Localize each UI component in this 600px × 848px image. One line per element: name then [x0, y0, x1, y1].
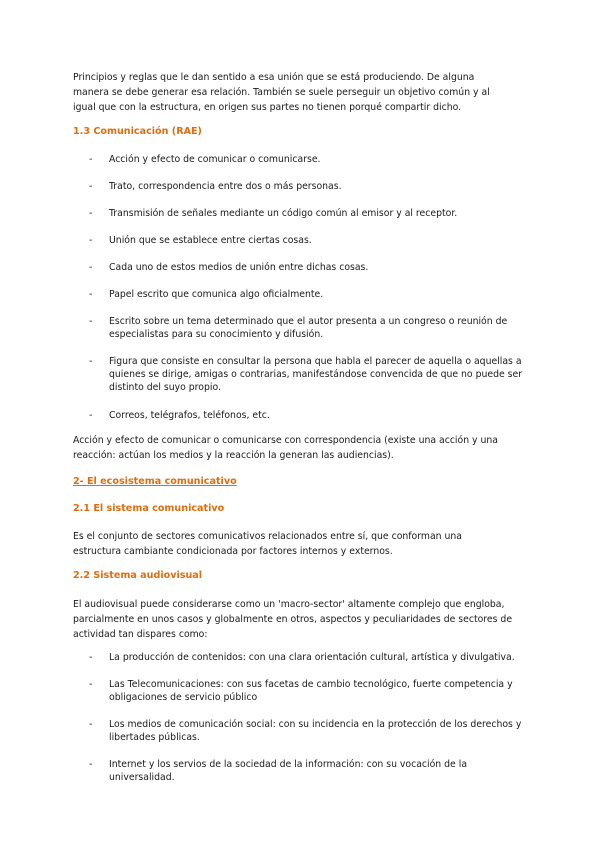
list-item — [89, 207, 525, 220]
bullet-dash: - — [89, 262, 93, 273]
list-item — [89, 180, 525, 193]
list-item-text: Trato, correspondencia entre dos o más personas. — [109, 181, 342, 192]
list-item-text: Internet y los servios de la sociedad de la información: con su vocación de la universalidad. — [109, 759, 468, 783]
intro-paragraph: Principios y reglas que le dan sentido a esa unión que se está produciendo. De alguna manera se debe generar esa relación. También se suele perseguir un objetivo común y al igual que con la estructura, en origen sus partes no tienen porqué compartir dicho. — [73, 72, 490, 113]
list-item-text: Transmisión de señales mediante un código común al emisor y al receptor. — [109, 208, 458, 219]
bullet-dash: - — [89, 181, 93, 192]
list-item-text: Unión que se establece entre ciertas cosas. — [109, 235, 312, 246]
list-item — [89, 315, 525, 341]
bullet-dash: - — [89, 759, 93, 770]
bullet-dash: - — [89, 289, 93, 300]
list-item-text: Correos, telégrafos, teléfonos, etc. — [109, 410, 270, 421]
list-item — [89, 409, 525, 422]
list-item — [89, 651, 525, 664]
sistema-audiovisual-paragraph: El audiovisual puede considerarse como un 'macro-sector' altamente complejo que engloba, parcialmente en unos casos y globalmente en otros, aspectos y peculiaridades de sectores de actividad tan dispares como: — [73, 599, 513, 640]
comunicacion-closing-paragraph: Acción y efecto de comunicar o comunicarse con correspondencia (existe una acción y una reacción: actúan los medios y la reacción la generan las audiencias). — [73, 435, 498, 461]
bullet-dash: - — [89, 410, 93, 421]
list-item — [89, 718, 525, 744]
list-item-text: Cada uno de estos medios de unión entre dichas cosas. — [109, 262, 369, 273]
list-item-text: Escrito sobre un tema determinado que el autor presenta a un congreso o reunión de especialistas para su conocimiento y difusión. — [109, 316, 508, 340]
bullet-dash: - — [89, 316, 93, 327]
list-item — [89, 678, 525, 704]
list-item — [89, 288, 525, 301]
list-item-text: Figura que consiste en consultar la persona que habla el parecer de aquella o aquellas a quienes se dirige, amigas o contrarias, manifestándose convencida de que no puede ser distinto del suyo propio. — [109, 356, 523, 393]
list-item-text: Los medios de comunicación social: con su incidencia en la protección de los derechos y libertades públicas. — [109, 719, 522, 743]
heading-comunicacion-rae: 1.3 Comunicación (RAE) — [73, 126, 202, 137]
list-item — [89, 153, 525, 166]
list-item — [89, 261, 525, 274]
bullet-dash: - — [89, 208, 93, 219]
list-item — [89, 355, 525, 394]
list-item-text: Acción y efecto de comunicar o comunicarse. — [109, 154, 321, 165]
heading-sistema-audiovisual: 2.2 Sistema audiovisual — [73, 570, 203, 581]
heading-ecosistema-comunicativo: 2- El ecosistema comunicativo — [73, 476, 237, 487]
sistema-comunicativo-paragraph: Es el conjunto de sectores comunicativos relacionados entre sí, que conforman una estructura cambiante condicionada por factores internos y externos. — [73, 531, 462, 557]
bullet-dash: - — [89, 719, 93, 730]
list-item — [89, 234, 525, 247]
bullet-dash: - — [89, 652, 93, 663]
list-item-text: Las Telecomunicaciones: con sus facetas de cambio tecnológico, fuerte competencia y obligaciones de servicio público — [109, 679, 513, 703]
bullet-dash: - — [89, 356, 93, 367]
heading-sistema-comunicativo: 2.1 El sistema comunicativo — [73, 503, 225, 514]
bullet-dash: - — [89, 679, 93, 690]
bullet-dash: - — [89, 235, 93, 246]
list-item — [89, 758, 525, 784]
list-item-text: La producción de contenidos: con una clara orientación cultural, artística y divulgativa. — [109, 652, 515, 663]
bullet-dash: - — [89, 154, 93, 165]
list-item-text: Papel escrito que comunica algo oficialmente. — [109, 289, 324, 300]
